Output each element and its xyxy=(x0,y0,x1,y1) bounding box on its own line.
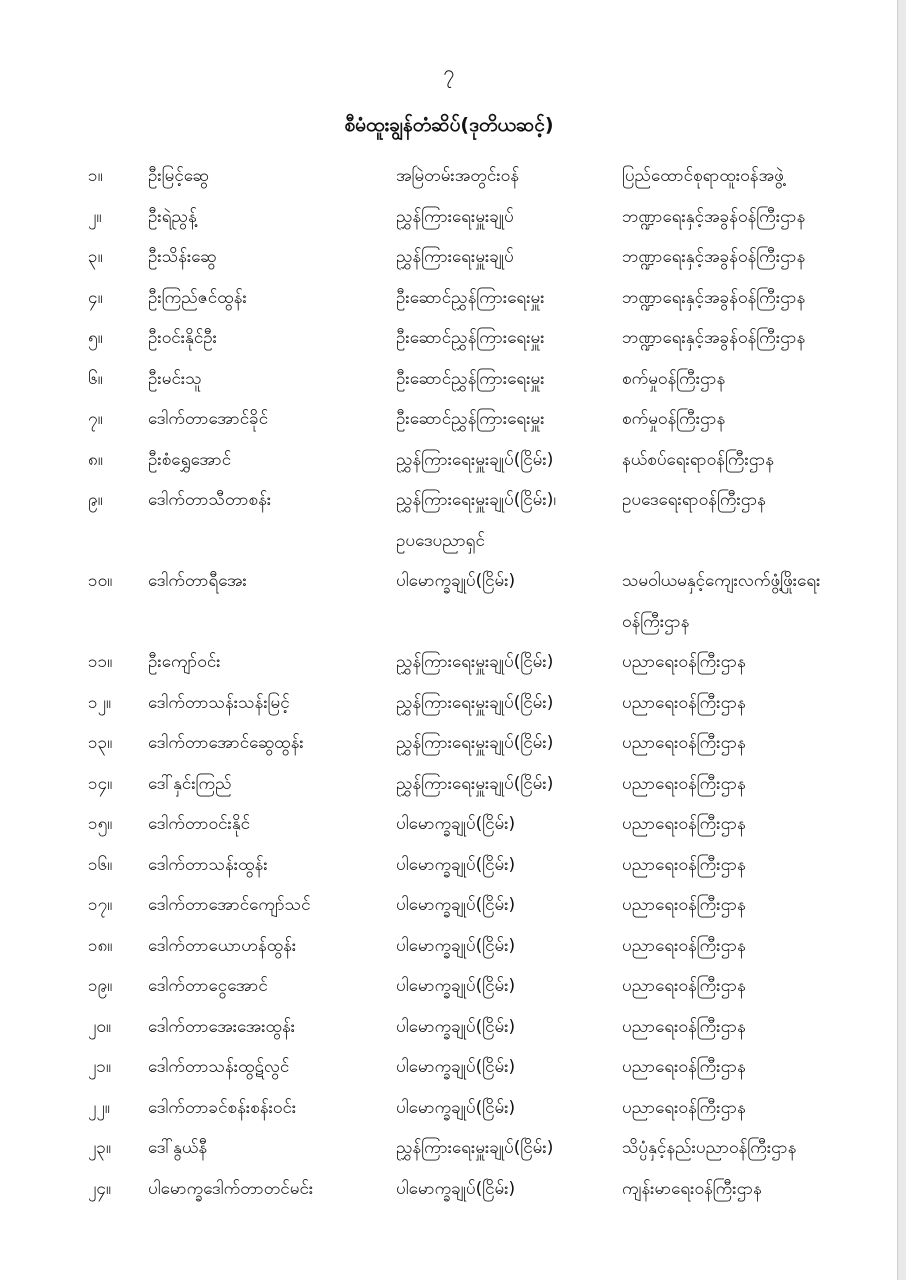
awardee-name: ဒေါက်တာသန်းသန်းမြင့် xyxy=(148,692,290,713)
awardee-name: ပါမောက္ခဒေါက်တာတင်မင်း xyxy=(148,1178,314,1199)
entry-number: ၅။ xyxy=(88,328,103,348)
awardee-ministry: ပညာရေးဝန်ကြီးဌာန xyxy=(622,976,746,996)
awardee-name: ဦးကျော်ဝင်း xyxy=(148,652,221,672)
awardee-ministry: ပညာရေးဝန်ကြီးဌာန xyxy=(622,895,746,915)
entry-number: ၁၉။ xyxy=(88,976,113,996)
entry-number: ၁၈။ xyxy=(88,935,113,956)
awardee-name: ဒေါ်နှင်းကြည် xyxy=(148,773,232,794)
awardee-rank: ညွှန်ကြားရေးမှူးချုပ်(ငြိမ်း) xyxy=(396,1138,554,1158)
awardee-name: ဦးရဲညွန့် xyxy=(148,206,197,227)
page-title: စီမံထူးချွန်တံဆိပ်(ဒုတိယဆင့်) xyxy=(344,114,554,136)
awardee-rank: ပါမောက္ခချုပ်(ငြိမ်း) xyxy=(396,571,516,591)
awardee-ministry: ပညာရေးဝန်ကြီးဌာန xyxy=(622,1097,746,1118)
awardee-rank: ညွှန်ကြားရေးမှူးချုပ်(ငြိမ်း)၊ xyxy=(396,490,557,510)
list-item xyxy=(0,156,898,197)
list-item xyxy=(0,885,898,926)
entry-number: ၁၃။ xyxy=(88,733,113,753)
list-item xyxy=(0,804,898,845)
awardee-ministry: ဘဏ္ဍာရေးနှင့်အခွန်ဝန်ကြီးဌာန xyxy=(622,206,806,227)
list-item xyxy=(0,197,898,238)
awardee-ministry: ပညာရေးဝန်ကြီးဌာန xyxy=(622,692,746,713)
list-item xyxy=(0,1007,898,1048)
awardee-ministry: ပြည်ထောင်စုရာထူးဝန်အဖွဲ့ xyxy=(622,166,784,186)
awardee-name: ဦးသိန်းဆွေ xyxy=(148,247,217,267)
awardee-name: ဒေါက်တာအောင်ဆွေထွန်း xyxy=(148,733,304,753)
awardee-rank: ပါမောက္ခချုပ်(ငြိမ်း) xyxy=(396,854,516,875)
entry-number: ၂၃။ xyxy=(88,1138,112,1158)
list-item xyxy=(0,642,898,683)
entry-number: ၈။ xyxy=(88,449,103,470)
entry-number: ၁၁။ xyxy=(88,652,113,672)
entry-number: ၂၄။ xyxy=(88,1178,112,1199)
awardee-rank: အမြဲတမ်းအတွင်းဝန် xyxy=(396,166,520,186)
awardee-name: ဒေါက်တာခင်စန်းစန်းဝင်း xyxy=(148,1097,297,1118)
list-item xyxy=(0,723,898,764)
list-item xyxy=(0,480,898,561)
awardee-rank: ညွှန်ကြားရေးမှူးချုပ်(ငြိမ်း) xyxy=(396,692,554,713)
awardee-ministry: ဘဏ္ဍာရေးနှင့်အခွန်ဝန်ကြီးဌာန xyxy=(622,247,806,267)
awardee-ministry: ပညာရေးဝန်ကြီးဌာန xyxy=(622,854,746,875)
awardee-ministry: သိပ္ပံနှင့်နည်းပညာဝန်ကြီးဌာန xyxy=(622,1138,797,1158)
awardee-ministry: ဘဏ္ဍာရေးနှင့်အခွန်ဝန်ကြီးဌာန xyxy=(622,287,806,308)
awardee-rank: ပါမောက္ခချုပ်(ငြိမ်း) xyxy=(396,935,516,956)
awardee-rank: ပါမောက္ခချုပ်(ငြိမ်း) xyxy=(396,1097,516,1118)
awardee-ministry: ဥပဒေရေးရာဝန်ကြီးဌာန xyxy=(622,490,766,510)
awardee-ministry: ပညာရေးဝန်ကြီးဌာန xyxy=(622,935,746,956)
awardee-rank: ပါမောက္ခချုပ်(ငြိမ်း) xyxy=(396,1178,516,1199)
awardee-rank: ပါမောက္ခချုပ်(ငြိမ်း) xyxy=(396,1016,516,1037)
awardee-ministry: နယ်စပ်ရေးရာဝန်ကြီးဌာန xyxy=(622,449,774,470)
awardee-name: ဦးမင်းသူ xyxy=(148,368,202,389)
awardee-rank: ညွှန်ကြားရေးမှူးချုပ်(ငြိမ်း) xyxy=(396,733,554,753)
list-item xyxy=(0,1047,898,1088)
list-item xyxy=(0,1088,898,1129)
list-item xyxy=(0,845,898,886)
list-item xyxy=(0,237,898,278)
entry-number: ၂။ xyxy=(88,206,102,227)
awardee-rank: ညွှန်ကြားရေးမှူးချုပ်(ငြိမ်း) xyxy=(396,773,554,794)
awardee-rank: ညွှန်ကြားရေးမှူးချုပ် xyxy=(396,247,514,267)
list-item xyxy=(0,359,898,400)
entry-number: ၁၅။ xyxy=(88,814,113,834)
list-item xyxy=(0,966,898,1007)
list-item xyxy=(0,440,898,481)
awardee-ministry: ပညာရေးဝန်ကြီးဌာန xyxy=(622,814,746,834)
awardee-ministry: ပညာရေးဝန်ကြီးဌာန xyxy=(622,773,746,794)
page-edge xyxy=(897,0,906,1280)
entry-number: ၇။ xyxy=(88,409,103,429)
awardee-ministry: ကျန်းမာရေးဝန်ကြီးဌာန xyxy=(622,1178,762,1199)
list-item xyxy=(0,318,898,359)
awardee-name: ဦးစံရွှေအောင် xyxy=(148,449,232,470)
list-item xyxy=(0,1128,898,1169)
page-number: ၇ xyxy=(443,60,455,84)
awardee-rank: ပါမောက္ခချုပ်(ငြိမ်း) xyxy=(396,1057,516,1077)
awardee-list xyxy=(0,156,898,1209)
list-item xyxy=(0,764,898,805)
awardee-ministry: ပညာရေးဝန်ကြီးဌာန xyxy=(622,1016,746,1037)
awardee-name: ဒေါက်တာအောင်ကျော်သင် xyxy=(148,895,311,915)
awardee-rank: ညွှန်ကြားရေးမှူးချုပ် xyxy=(396,206,514,227)
awardee-rank: ညွှန်ကြားရေးမှူးချုပ်(ငြိမ်း) xyxy=(396,652,554,672)
awardee-rank: ဦးဆောင်ညွှန်ကြားရေးမှူး xyxy=(396,368,545,389)
entry-number: ၂၂။ xyxy=(88,1097,110,1118)
awardee-name: ဒေါက်တာရီအေး xyxy=(148,571,247,591)
entry-number: ၉။ xyxy=(88,490,103,510)
awardee-name: ဦးကြည်ဇင်ထွန်း xyxy=(148,287,247,308)
awardee-ministry: စက်မှုဝန်ကြီးဌာန xyxy=(622,409,726,429)
awardee-name: ဦးဝင်းနိုင်ဦး xyxy=(148,328,217,348)
awardee-ministry: စက်မှုဝန်ကြီးဌာန xyxy=(622,368,726,389)
list-item xyxy=(0,399,898,440)
awardee-name: ဒေါက်တာအောင်ခိုင် xyxy=(148,409,269,429)
awardee-name: ဒေါက်တာသန်းထွန်း xyxy=(148,854,268,875)
awardee-name: ဒေါက်တာသီတာစန်း xyxy=(148,490,272,510)
entry-number: ၂၀။ xyxy=(88,1016,112,1037)
awardee-rank: ညွှန်ကြားရေးမှူးချုပ်(ငြိမ်း) xyxy=(396,449,554,470)
awardee-name: ဒေါက်တာဝင်းနိုင် xyxy=(148,814,251,834)
awardee-ministry: ဘဏ္ဍာရေးနှင့်အခွန်ဝန်ကြီးဌာန xyxy=(622,328,806,348)
awardee-ministry: ဝန်ကြီးဌာန xyxy=(622,611,690,632)
awardee-name: ဒေါက်တာငွေအောင် xyxy=(148,976,268,996)
list-item xyxy=(0,278,898,319)
entry-number: ၁၂။ xyxy=(88,692,112,713)
awardee-name: ဒေါက်တာယောဟန်ထွန်း xyxy=(148,935,297,956)
entry-number: ၃။ xyxy=(88,247,103,267)
awardee-ministry: ပညာရေးဝန်ကြီးဌာန xyxy=(622,652,746,672)
entry-number: ၁၇။ xyxy=(88,895,113,915)
list-item xyxy=(0,926,898,967)
awardee-name: ဒေါက်တာအေးအေးထွန်း xyxy=(148,1016,296,1037)
awardee-ministry: သမဝါယမနှင့်ကျေးလက်ဖွံ့ဖြိုးရေး xyxy=(622,571,821,591)
awardee-rank: ဦးဆောင်ညွှန်ကြားရေးမှူး xyxy=(396,409,545,429)
awardee-name: ဒေါက်တာသန်းထွဋ်လွင် xyxy=(148,1057,290,1077)
awardee-rank: ဦးဆောင်ညွှန်ကြားရေးမှူး xyxy=(396,287,545,308)
awardee-rank: ဦးဆောင်ညွှန်ကြားရေးမှူး xyxy=(396,328,545,348)
awardee-rank: ပါမောက္ခချုပ်(ငြိမ်း) xyxy=(396,814,516,834)
awardee-rank: ဥပဒေပညာရှင် xyxy=(396,530,485,551)
awardee-name: ဦးမြင့်ဆွေ xyxy=(148,166,209,186)
entry-number: ၂၁။ xyxy=(88,1057,112,1077)
awardee-ministry: ပညာရေးဝန်ကြီးဌာန xyxy=(622,1057,746,1077)
list-item xyxy=(0,561,898,642)
list-item xyxy=(0,1169,898,1210)
awardee-rank: ပါမောက္ခချုပ်(ငြိမ်း) xyxy=(396,976,516,996)
entry-number: ၁၆။ xyxy=(88,854,113,875)
awardee-ministry: ပညာရေးဝန်ကြီးဌာန xyxy=(622,733,746,753)
list-item xyxy=(0,683,898,724)
entry-number: ၁၀။ xyxy=(88,571,113,591)
entry-number: ၄။ xyxy=(88,287,103,308)
entry-number: ၁။ xyxy=(88,166,103,186)
entry-number: ၁၄။ xyxy=(88,773,113,794)
awardee-name: ဒေါ်နွယ်နီ xyxy=(148,1138,208,1158)
awardee-rank: ပါမောက္ခချုပ်(ငြိမ်း) xyxy=(396,895,516,915)
entry-number: ၆။ xyxy=(88,368,103,389)
